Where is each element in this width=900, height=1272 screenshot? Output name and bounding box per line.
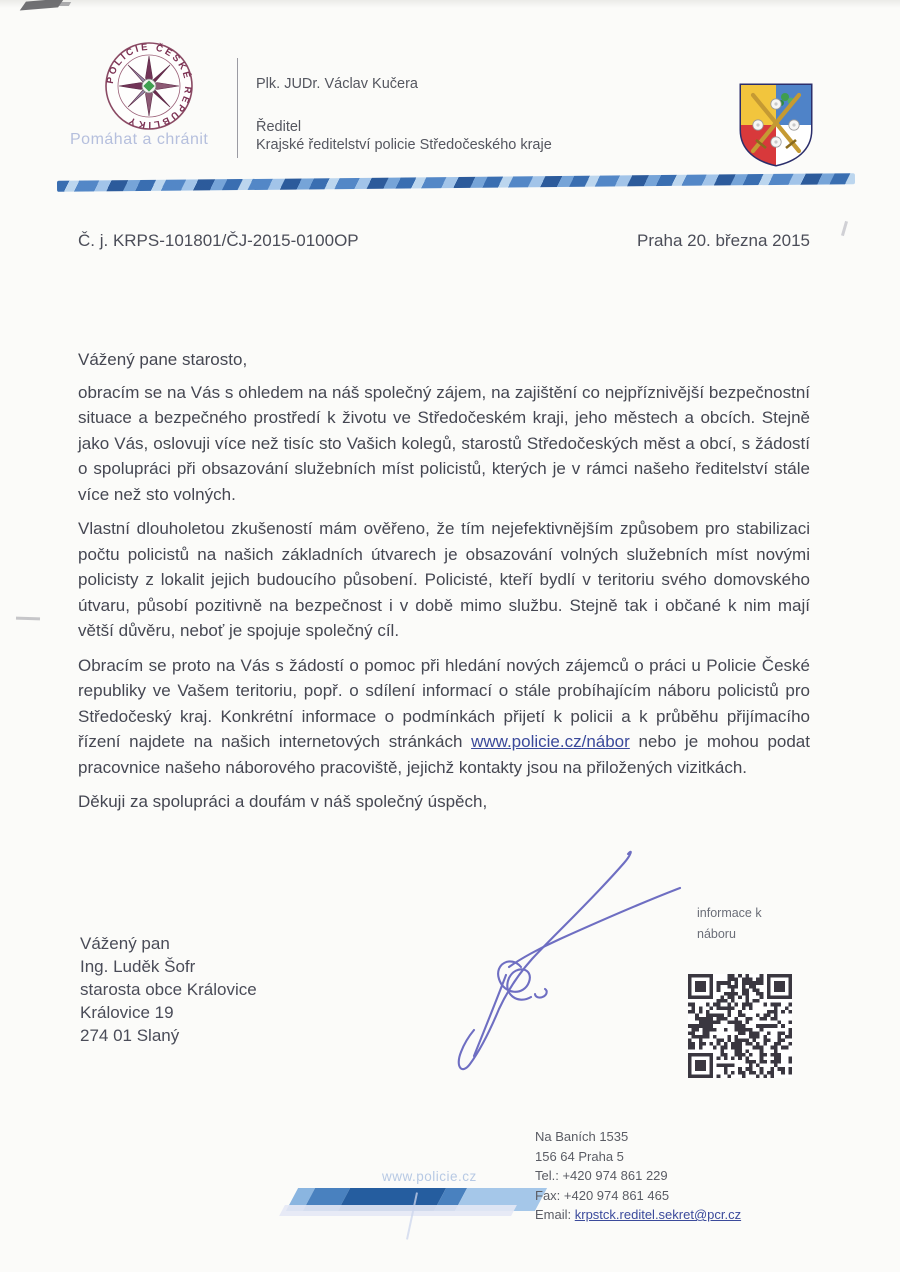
emblem-star-icon [119,56,179,116]
officer-name: Plk. JUDr. Václav Kučera [256,76,418,92]
paragraph-3 [78,653,810,781]
footer-stripe-shadow [279,1205,517,1216]
paragraph-2: Vlastní dlouholetou zkušeností mám ověřeno, že tím nejefektivnějším způsobem pro stabilizaci počtu policistů na našich základních útvarech je obsazování volných služebních míst novými policisty z lokalit jejich budoucího působení. Policisté, kteří bydlí v teritoriu svého domovského útvaru, působí pozitivně na bezpečnost i v době mimo službu. Stejně tak i občané k nim mají větší důvěru, neboť je spojuje společný cíl. [78,519,810,640]
scan-artifact-corner-small [59,2,71,6]
scan-artifact-corner [20,0,65,11]
recipient-line: 274 01 Slaný [80,1026,180,1045]
qr-caption-line1: informace k [697,906,762,920]
policie-website-watermark: www.policie.cz [382,1169,477,1184]
footer-street: Na Baních 1535 [535,1129,629,1144]
letter-body [78,347,810,824]
header-stripe-divider [57,173,855,192]
scan-artifact-right-edge [841,221,848,236]
police-motto: Pomáhat a chránit [70,131,209,148]
salutation: Vážený pane starosto, [78,350,248,369]
region-coat-of-arms-icon [736,80,816,168]
emblem-ring-text: POLICIE ČESKÉ REPUBLIKY [104,41,194,131]
qr-caption-line2: náboru [697,927,736,941]
footer-phone: Tel.: +420 974 861 229 [535,1168,668,1183]
officer-title: Ředitel [256,119,302,135]
footer-contact-block [535,1127,741,1225]
recruitment-link[interactable]: www.policie.cz/nábor [471,732,630,751]
scan-artifact-left-edge [16,617,40,621]
recipient-line: Vážený pan [80,934,170,953]
footer-email-label: Email: [535,1207,572,1222]
letterhead-divider-line [237,58,238,158]
footer-city: 156 64 Praha 5 [535,1148,624,1164]
qr-code [688,974,792,1078]
footer-email-row [535,1205,741,1225]
recipient-line: Ing. Luděk Šofr [80,957,196,976]
office-name: Krajské ředitelství policie Středočeského kraje [256,137,552,153]
footer-email-link[interactable]: krpstck.reditel.sekret@pcr.cz [574,1207,742,1222]
closing-line: Děkuji za spolupráci a doufám v náš společný úspěch, [78,792,488,811]
handwritten-signature [418,838,702,1100]
reference-number: Č. j. KRPS-101801/ČJ-2015-0100OP [78,231,359,250]
police-emblem-icon [103,40,195,132]
recipient-address-block [80,932,257,1047]
reference-line [78,231,810,251]
paragraph-3-text-before: Obracím se proto na Vás s žádostí o pomoc při hledání nových zájemců o práci u Policie České republiky ve Vašem teritoriu, popř. o sdílení informací o stále probíhajícím náboru policistů pro Středočeský kraj. Konkrétní informace o podmínkách přijetí k policii a k průběhu přijímacího řízení najdete na našich internetových stránkách [78,655,810,751]
footer-fax: Fax: +420 974 861 465 [535,1187,670,1203]
recipient-line: starosta obce Královice [80,980,257,999]
qr-caption [697,903,762,945]
paragraph-3-text-after: nebo je mohou podat pracovnice našeho náborového pracoviště, jejichž kontakty jsou na přiložených vizitkách. [78,732,810,777]
paragraph-1: obracím se na Vás s ohledem na náš společný zájem, na zajištění co nejpříznivější bezpečnostní situace a bezpečného prostředí k životu ve Středočeském kraji, jeho městech a obcích. Stejně jako Vás, oslovuji více než tisíc sto Vašich kolegů, starostů Středočeských měst a obcí, s žádostí o spolupráci při obsazování služebních míst policistů, kterých je v rámci našeho ředitelství stále více než sto volných. [78,382,810,504]
letterhead-officer-block [256,75,552,154]
recipient-line: Královice 19 [80,1003,174,1022]
place-and-date: Praha 20. března 2015 [637,231,810,250]
